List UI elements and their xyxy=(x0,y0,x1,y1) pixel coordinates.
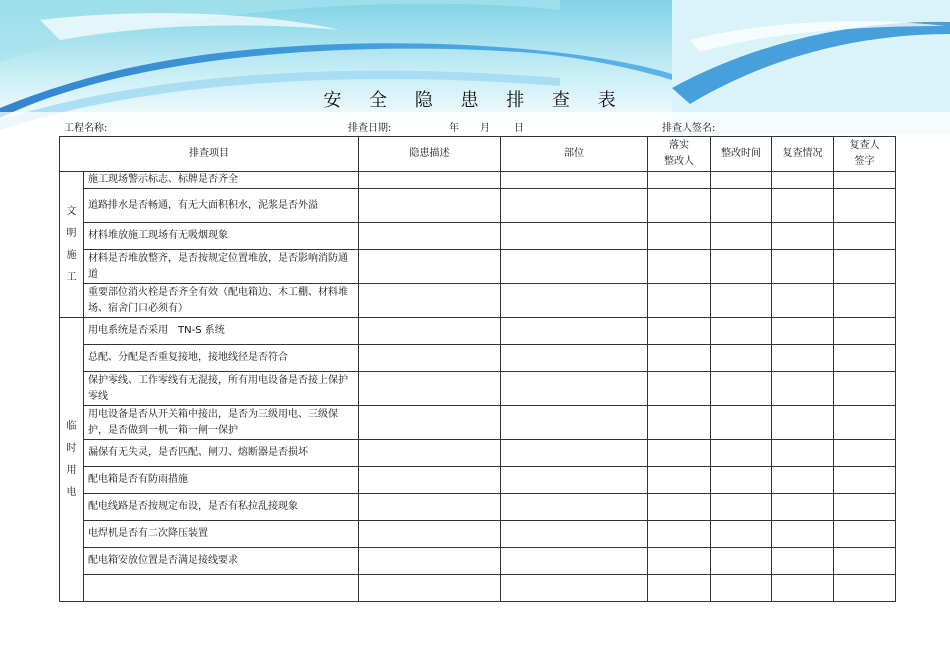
empty-cell[interactable] xyxy=(834,521,896,548)
empty-cell[interactable] xyxy=(772,494,834,521)
table-row xyxy=(60,521,896,548)
empty-cell[interactable] xyxy=(648,575,711,602)
empty-cell[interactable] xyxy=(772,440,834,467)
empty-cell[interactable] xyxy=(834,575,896,602)
empty-cell[interactable] xyxy=(711,284,772,318)
empty-cell[interactable] xyxy=(711,440,772,467)
empty-cell[interactable] xyxy=(834,345,896,372)
column-header: 复查情况 xyxy=(772,137,834,172)
empty-cell[interactable] xyxy=(648,189,711,223)
table-row xyxy=(60,172,896,189)
check-item: 用电系统是否采用 TN-S 系统 xyxy=(84,318,359,345)
empty-cell[interactable] xyxy=(359,406,501,440)
empty-cell[interactable] xyxy=(772,521,834,548)
check-item: 材料堆放施工现场有无吸烟现象 xyxy=(84,223,359,250)
empty-cell[interactable] xyxy=(359,548,501,575)
empty-cell[interactable] xyxy=(711,521,772,548)
empty-cell[interactable] xyxy=(501,250,648,284)
empty-cell[interactable] xyxy=(648,372,711,406)
table-row xyxy=(60,548,896,575)
date-month-label: 月 xyxy=(480,123,490,134)
empty-cell[interactable] xyxy=(501,172,648,189)
empty-cell[interactable] xyxy=(648,548,711,575)
empty-cell[interactable] xyxy=(834,372,896,406)
category-cell xyxy=(60,172,84,318)
inspector-signature-label: 排查人签名: xyxy=(662,123,716,134)
check-item: 用电设备是否从开关箱中接出，是否为三级用电、三级保护，是否做到一机一箱一闸一保护 xyxy=(84,406,359,440)
table-row xyxy=(60,318,896,345)
date-day-label: 日 xyxy=(514,123,524,134)
empty-cell[interactable] xyxy=(501,345,648,372)
empty-cell[interactable] xyxy=(501,189,648,223)
empty-cell[interactable] xyxy=(772,548,834,575)
empty-cell[interactable] xyxy=(711,318,772,345)
empty-cell[interactable] xyxy=(711,189,772,223)
project-name-label: 工程名称: xyxy=(64,123,108,134)
inspection-date-label: 排查日期: xyxy=(348,123,392,134)
empty-cell[interactable] xyxy=(772,467,834,494)
empty-cell[interactable] xyxy=(772,372,834,406)
empty-cell[interactable] xyxy=(834,406,896,440)
empty-cell[interactable] xyxy=(711,467,772,494)
empty-cell[interactable] xyxy=(711,223,772,250)
check-item: 道路排水是否畅通，有无大面积积水，泥浆是否外溢 xyxy=(84,189,359,223)
empty-cell[interactable] xyxy=(648,284,711,318)
empty-cell[interactable] xyxy=(834,284,896,318)
empty-cell[interactable] xyxy=(834,440,896,467)
empty-cell[interactable] xyxy=(772,284,834,318)
table-row xyxy=(60,575,896,602)
empty-cell[interactable] xyxy=(501,494,648,521)
empty-cell[interactable] xyxy=(501,575,648,602)
empty-cell[interactable] xyxy=(648,223,711,250)
empty-cell[interactable] xyxy=(648,318,711,345)
empty-cell[interactable] xyxy=(772,575,834,602)
empty-cell[interactable] xyxy=(359,250,501,284)
empty-cell[interactable] xyxy=(501,372,648,406)
empty-cell[interactable] xyxy=(501,406,648,440)
table-row xyxy=(60,284,896,318)
empty-cell[interactable] xyxy=(648,250,711,284)
empty-cell[interactable] xyxy=(359,189,501,223)
check-item: 总配、分配是否重复接地，接地线径是否符合 xyxy=(84,345,359,372)
table-row xyxy=(60,189,896,223)
category-cell xyxy=(60,318,84,602)
empty-cell[interactable] xyxy=(834,318,896,345)
empty-cell[interactable] xyxy=(359,172,501,189)
page-title: 安 全 隐 患 排 查 表 xyxy=(323,90,627,111)
empty-cell[interactable] xyxy=(772,189,834,223)
empty-cell[interactable] xyxy=(711,406,772,440)
empty-cell[interactable] xyxy=(772,223,834,250)
empty-cell[interactable] xyxy=(772,318,834,345)
empty-cell[interactable] xyxy=(359,521,501,548)
empty-cell[interactable] xyxy=(359,284,501,318)
empty-cell[interactable] xyxy=(359,494,501,521)
empty-cell[interactable] xyxy=(772,172,834,189)
category-label: 临时用电 xyxy=(66,420,77,498)
empty-cell[interactable] xyxy=(772,406,834,440)
check-item: 材料是否堆放整齐，是否按规定位置堆放，是否影响消防通道 xyxy=(84,250,359,284)
empty-cell[interactable] xyxy=(711,372,772,406)
empty-cell[interactable] xyxy=(834,494,896,521)
empty-cell[interactable] xyxy=(711,345,772,372)
table-row xyxy=(60,440,896,467)
empty-cell[interactable] xyxy=(648,467,711,494)
empty-cell[interactable] xyxy=(359,575,501,602)
empty-cell[interactable] xyxy=(501,548,648,575)
empty-cell[interactable] xyxy=(772,345,834,372)
empty-cell[interactable] xyxy=(834,548,896,575)
empty-cell[interactable] xyxy=(711,548,772,575)
empty-cell[interactable] xyxy=(501,284,648,318)
check-item: 电焊机是否有二次降压装置 xyxy=(84,521,359,548)
empty-cell[interactable] xyxy=(648,521,711,548)
empty-cell[interactable] xyxy=(711,250,772,284)
empty-cell[interactable] xyxy=(359,318,501,345)
table-row xyxy=(60,223,896,250)
empty-cell[interactable] xyxy=(648,172,711,189)
empty-cell[interactable] xyxy=(359,345,501,372)
table-row xyxy=(60,494,896,521)
column-header: 落实 整改人 xyxy=(648,137,711,172)
empty-cell[interactable] xyxy=(501,467,648,494)
empty-cell[interactable] xyxy=(834,467,896,494)
table-row xyxy=(60,345,896,372)
empty-cell[interactable] xyxy=(772,250,834,284)
table-row xyxy=(60,467,896,494)
table-row xyxy=(60,406,896,440)
empty-cell[interactable] xyxy=(501,223,648,250)
column-header: 部位 xyxy=(501,137,648,172)
header-wave-banner xyxy=(0,0,950,135)
empty-cell[interactable] xyxy=(501,318,648,345)
empty-cell[interactable] xyxy=(648,406,711,440)
check-item: 保护零线、工作零线有无混接，所有用电设备是否接上保护零线 xyxy=(84,372,359,406)
empty-cell[interactable] xyxy=(711,575,772,602)
empty-cell[interactable] xyxy=(834,189,896,223)
header-row xyxy=(60,137,896,172)
check-item: 重要部位消火栓是否齐全有效（配电箱边、木工棚、材料堆场、宿舍门口必须有） xyxy=(84,284,359,318)
check-item: 配电线路是否按规定布设，是否有私拉乱接现象 xyxy=(84,494,359,521)
empty-cell[interactable] xyxy=(359,372,501,406)
empty-cell[interactable] xyxy=(648,494,711,521)
empty-cell[interactable] xyxy=(834,223,896,250)
table-row xyxy=(60,250,896,284)
category-label: 文明施工 xyxy=(66,205,77,283)
inspection-table xyxy=(59,136,896,602)
empty-cell[interactable] xyxy=(501,440,648,467)
column-header: 排查项目 xyxy=(60,137,359,172)
column-header: 复查人 签字 xyxy=(834,137,896,172)
empty-cell[interactable] xyxy=(648,440,711,467)
check-item: 漏保有无失灵，是否匹配、闸刀、熔断器是否损坏 xyxy=(84,440,359,467)
column-header: 隐患描述 xyxy=(359,137,501,172)
check-item xyxy=(84,575,359,602)
check-item: 配电箱是否有防雨措施 xyxy=(84,467,359,494)
empty-cell[interactable] xyxy=(359,467,501,494)
empty-cell[interactable] xyxy=(834,172,896,189)
empty-cell[interactable] xyxy=(711,172,772,189)
empty-cell[interactable] xyxy=(648,345,711,372)
column-header: 整改时间 xyxy=(711,137,772,172)
empty-cell[interactable] xyxy=(359,440,501,467)
empty-cell[interactable] xyxy=(359,223,501,250)
table-row xyxy=(60,372,896,406)
check-item: 施工现场警示标志、标牌是否齐全 xyxy=(84,172,359,189)
date-year-label: 年 xyxy=(449,123,459,134)
empty-cell[interactable] xyxy=(834,250,896,284)
empty-cell[interactable] xyxy=(501,521,648,548)
empty-cell[interactable] xyxy=(711,494,772,521)
check-item: 配电箱安放位置是否满足接线要求 xyxy=(84,548,359,575)
